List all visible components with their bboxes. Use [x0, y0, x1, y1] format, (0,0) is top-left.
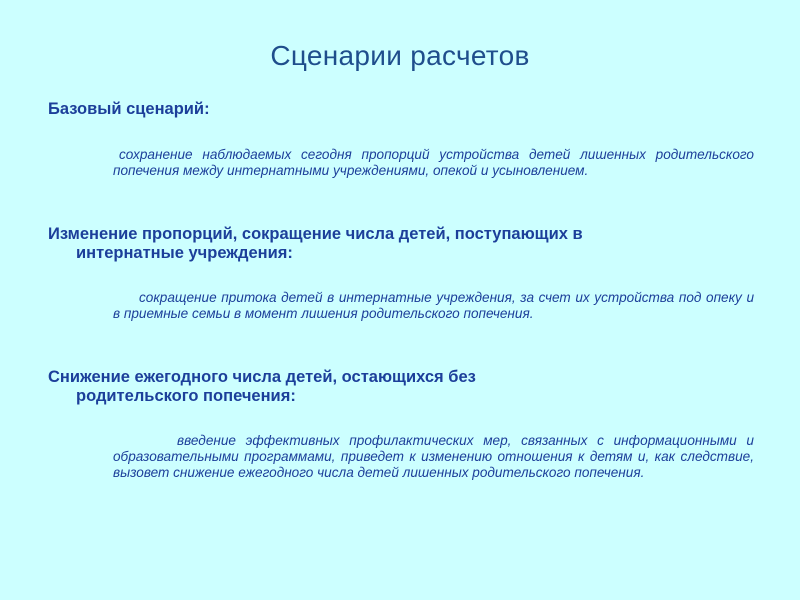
section-heading-text-line2: родительского попечения: — [76, 387, 296, 405]
section-description-base — [113, 147, 754, 179]
section-description-text: сохранение наблюдаемых сегодня пропорций устройства детей лишенных родительского попечения между интернатными учреждениями, опекой и усыновлением. — [113, 147, 754, 178]
section-description-proportions — [113, 290, 754, 322]
section-heading-text-line2: интернатные учреждения: — [76, 244, 293, 262]
page-title: Сценарии расчетов — [270, 40, 530, 71]
section-heading-text: Базовый сценарий: — [48, 100, 210, 118]
section-heading-text: Снижение ежегодного числа детей, остающихся без — [48, 368, 476, 386]
section-description-reduction — [113, 433, 754, 481]
section-heading-proportions — [48, 225, 753, 263]
section-description-text: введение эффективных профилактических мер, связанных с информационными и образовательными программами, приведет к изменению отношения к детям и, как следствие, вызовет снижение ежегодного числа детей лишенных родительского попечения. — [113, 433, 754, 480]
section-heading-base — [48, 100, 753, 119]
section-heading-reduction — [48, 368, 753, 406]
section-heading-text: Изменение пропорций, сокращение числа детей, поступающих в — [48, 225, 583, 243]
section-description-text: сокращение притока детей в интернатные учреждения, за счет их устройства под опеку и в приемные семьи в момент лишения родительского попечения. — [113, 290, 754, 321]
